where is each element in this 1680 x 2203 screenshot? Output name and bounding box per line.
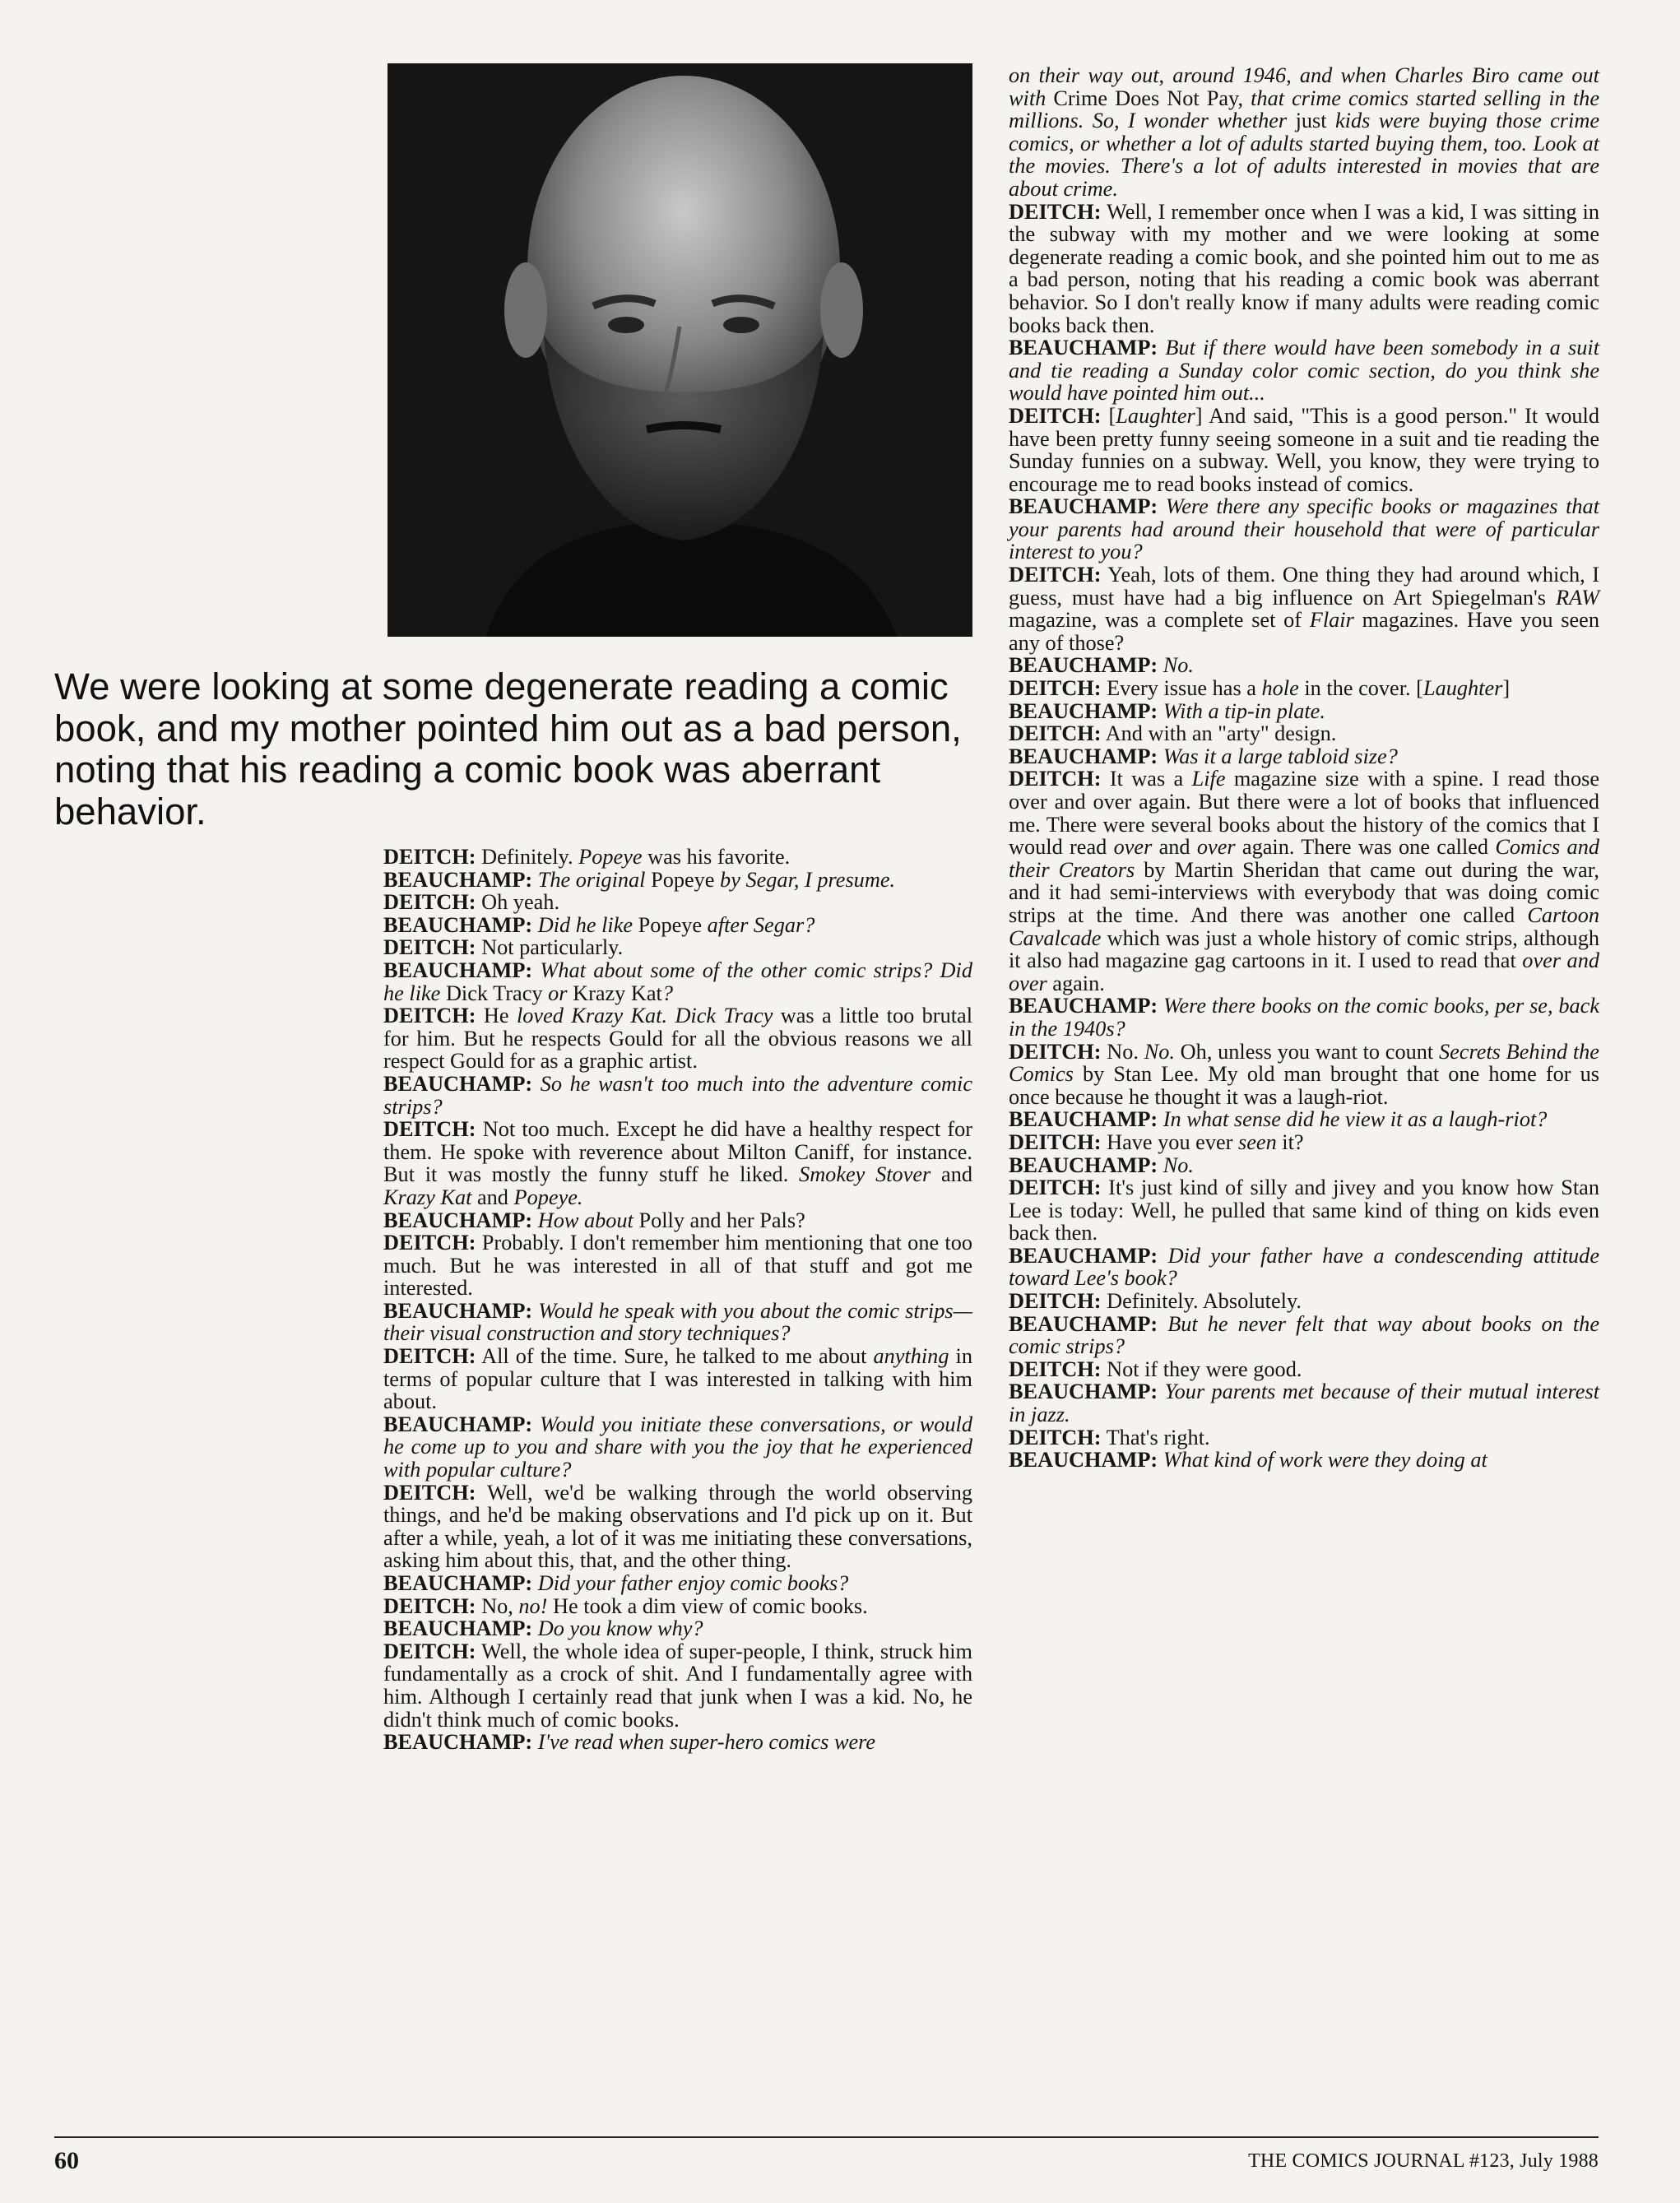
italic-text: over and over bbox=[1009, 948, 1599, 995]
interview-paragraph bbox=[383, 1073, 972, 1118]
italic-text: In what sense did he view it as a laugh-riot? bbox=[1158, 1107, 1548, 1132]
speaker-label: BEAUCHAMP: bbox=[1009, 1107, 1158, 1132]
italic-text: Were there any specific books or magazines that your parents had around their household that were of particular interest to you? bbox=[1009, 494, 1599, 564]
body-text: magazine, was a complete set of bbox=[1009, 608, 1310, 633]
italic-text: over bbox=[1196, 835, 1236, 860]
interview-paragraph bbox=[383, 1482, 972, 1572]
italic-text: I've read when super-hero comics were bbox=[532, 1730, 876, 1755]
italic-text: ? bbox=[661, 981, 674, 1005]
interview-paragraph bbox=[1009, 1041, 1599, 1109]
interview-paragraph bbox=[1009, 1154, 1599, 1177]
publication-credit: THE COMICS JOURNAL #123, July 1988 bbox=[1248, 2150, 1599, 2172]
speaker-label: BEAUCHAMP: bbox=[1009, 494, 1158, 519]
speaker-label: DEITCH: bbox=[1009, 403, 1102, 428]
interview-paragraph bbox=[383, 1345, 972, 1413]
interview-paragraph bbox=[383, 1413, 972, 1482]
speaker-label: DEITCH: bbox=[383, 1593, 476, 1618]
italic-text: kids were buying those crime comics, or whether a lot of adults started buying them, too. Look at the movies. There's a lot of adults interested in movies that are about crime. bbox=[1009, 109, 1600, 201]
interview-paragraph bbox=[383, 936, 972, 959]
italic-text: Would he speak with you about the comic strips—their visual construction and story techniques? bbox=[383, 1298, 972, 1346]
body-text: and bbox=[1152, 835, 1197, 860]
italic-text: No. bbox=[1158, 1153, 1194, 1177]
body-text: in the cover. [ bbox=[1298, 676, 1423, 701]
body-text: It's just kind of silly and jivey and you know how Stan Lee is today: Well, he pulled that same kind of thing on kids even back then. bbox=[1009, 1176, 1599, 1245]
speaker-label: DEITCH: bbox=[1009, 1176, 1102, 1200]
interview-paragraph bbox=[1009, 1449, 1599, 1472]
italic-text: that crime comics started selling in the millions. So, I wonder whether bbox=[1009, 86, 1599, 133]
italic-text: RAW bbox=[1555, 585, 1599, 610]
interview-paragraph bbox=[383, 914, 972, 937]
body-text: Oh yeah. bbox=[476, 890, 560, 915]
body-text: was his favorite. bbox=[642, 845, 791, 869]
body-text: again. There was one called bbox=[1235, 835, 1496, 860]
italic-text: Did your father have a condescending attitude toward Lee's book? bbox=[1009, 1243, 1599, 1291]
italic-text: Was it a large tabloid size? bbox=[1158, 744, 1398, 768]
speaker-label: BEAUCHAMP: bbox=[383, 1571, 533, 1595]
italic-text: Did your father enjoy comic books? bbox=[532, 1571, 849, 1595]
interview-paragraph bbox=[1009, 336, 1599, 405]
italic-text: How about bbox=[532, 1208, 639, 1232]
speaker-label: BEAUCHAMP: bbox=[1009, 744, 1158, 768]
body-text: in terms of popular culture that I was interested in talking with him about. bbox=[383, 1344, 972, 1414]
interview-paragraph bbox=[1009, 201, 1599, 337]
speaker-label: BEAUCHAMP: bbox=[383, 1616, 533, 1641]
italic-text: Your parents met because of their mutual interest in jazz. bbox=[1009, 1380, 1599, 1427]
italic-text: Were there books on the comic books, per se, back in the 1940s? bbox=[1009, 994, 1599, 1041]
body-text: Crime Does Not Pay, bbox=[1053, 86, 1244, 110]
interview-paragraph bbox=[1009, 1176, 1599, 1245]
interview-paragraph bbox=[1009, 1108, 1599, 1131]
italic-text: What kind of work were they doing at bbox=[1158, 1448, 1487, 1473]
body-text: which was just a whole history of comic strips, although it also had magazine gag cartoons in it. I used to read that bbox=[1009, 925, 1599, 973]
speaker-label: BEAUCHAMP: bbox=[1009, 336, 1158, 360]
speaker-label: BEAUCHAMP: bbox=[383, 1208, 533, 1232]
body-text: Not too much. Except he did have a healthy respect for them. He spoke with reverence about Milton Caniff, for instance. But it was mostly the funny stuff he liked. bbox=[383, 1117, 972, 1187]
interview-paragraph bbox=[383, 1118, 972, 1208]
italic-text: Popeye. bbox=[513, 1185, 583, 1209]
speaker-label: BEAUCHAMP: bbox=[383, 958, 533, 982]
speaker-label: BEAUCHAMP: bbox=[383, 1730, 533, 1755]
body-text: Yeah, lots of them. One thing they had around which, I guess, must have had a big influence on Art Spiegelman's bbox=[1009, 563, 1599, 610]
speaker-label: BEAUCHAMP: bbox=[383, 867, 533, 892]
italic-text: Krazy Kat bbox=[383, 1185, 472, 1209]
interview-paragraph bbox=[383, 869, 972, 892]
body-text: magazines. Have you seen any of those? bbox=[1009, 608, 1599, 655]
speaker-label: DEITCH: bbox=[1009, 563, 1102, 587]
italic-text: loved Krazy Kat. Dick Tracy bbox=[516, 1004, 773, 1028]
italic-text: no! bbox=[518, 1593, 548, 1618]
italic-text: after Segar? bbox=[702, 912, 815, 937]
body-text: And with an "arty" design. bbox=[1101, 721, 1337, 746]
interview-paragraph bbox=[383, 1617, 972, 1640]
interview-paragraph bbox=[383, 1640, 972, 1731]
interview-column-right bbox=[1009, 64, 1599, 1472]
italic-text: So he wasn't too much into the adventure comic strips? bbox=[383, 1071, 972, 1119]
italic-text: With a tip-in plate. bbox=[1158, 698, 1325, 723]
body-text: it? bbox=[1276, 1129, 1304, 1154]
body-text: magazine size with a spine. I read those over and over again. But there were a lot of books that influenced me. There were several books about the history of the comics that I would read bbox=[1009, 767, 1599, 860]
body-text: and bbox=[930, 1162, 973, 1187]
interview-paragraph bbox=[383, 1595, 972, 1618]
interview-paragraph bbox=[1009, 1358, 1599, 1381]
interview-paragraph bbox=[383, 891, 972, 914]
body-text: Oh, unless you want to count bbox=[1174, 1039, 1439, 1064]
footer-rule bbox=[54, 2136, 1599, 2138]
body-text: That's right. bbox=[1101, 1425, 1210, 1449]
italic-text: Secrets Behind the Comics bbox=[1009, 1039, 1599, 1087]
italic-text: Comics and their Creators bbox=[1009, 835, 1599, 882]
speaker-label: DEITCH: bbox=[383, 935, 476, 960]
interview-paragraph bbox=[383, 1731, 972, 1754]
body-text: Well, we'd be walking through the world observing things, and he'd be making observations and I'd pick up on it. But after a while, yeah, a lot of it was me initiating these conversations, asking him about this, that, and the other thing. bbox=[383, 1480, 972, 1573]
speaker-label: BEAUCHAMP: bbox=[1009, 1448, 1158, 1473]
interview-paragraph bbox=[1009, 495, 1599, 564]
interview-paragraph bbox=[1009, 1380, 1599, 1426]
interview-paragraph bbox=[1009, 1313, 1599, 1358]
body-text: All of the time. Sure, he talked to me about bbox=[476, 1344, 874, 1369]
interview-paragraph bbox=[383, 1004, 972, 1073]
speaker-label: BEAUCHAMP: bbox=[383, 1412, 533, 1436]
interview-paragraph bbox=[383, 1231, 972, 1300]
speaker-label: DEITCH: bbox=[383, 890, 476, 915]
italic-text: over bbox=[1113, 835, 1153, 860]
interview-paragraph bbox=[1009, 1245, 1599, 1290]
italic-text: Do you know why? bbox=[532, 1616, 703, 1641]
italic-text: No. bbox=[1158, 653, 1194, 678]
portrait-illustration bbox=[388, 63, 972, 637]
interview-paragraph bbox=[383, 846, 972, 869]
italic-text: Did he like bbox=[532, 912, 638, 937]
italic-text: Smokey Stover bbox=[799, 1162, 931, 1187]
interview-paragraph bbox=[1009, 745, 1599, 768]
interview-paragraph bbox=[1009, 1131, 1599, 1154]
page-number: 60 bbox=[54, 2147, 79, 2174]
speaker-label: BEAUCHAMP: bbox=[383, 912, 533, 937]
italic-text: No. bbox=[1144, 1039, 1175, 1064]
speaker-label: BEAUCHAMP: bbox=[1009, 1153, 1158, 1177]
interview-paragraph bbox=[1009, 1426, 1599, 1449]
body-text: Well, the whole idea of super-people, I think, struck him fundamentally as a crock of shit. And I fundamentally agree with him. Although I certainly read that junk when I was a kid. No, he didn't think much of comic books. bbox=[383, 1639, 972, 1732]
speaker-label: BEAUCHAMP: bbox=[1009, 994, 1158, 1018]
body-text: again. bbox=[1047, 971, 1105, 995]
body-text: just bbox=[1295, 109, 1327, 133]
body-text: No. bbox=[1101, 1039, 1144, 1064]
speaker-label: DEITCH: bbox=[1009, 1039, 1102, 1064]
speaker-label: DEITCH: bbox=[383, 1231, 476, 1255]
speaker-label: DEITCH: bbox=[383, 845, 476, 869]
italic-text: Popeye bbox=[578, 845, 643, 869]
interview-paragraph bbox=[1009, 405, 1599, 495]
body-text: Well, I remember once when I was a kid, I was sitting in the subway with my mother and we were looking at some degenerate reading a comic book, and she pointed him out to me as a bad person, noting that his reading a comic book was aberrant behavior. So I don't really know if many adults were reading comic books back then. bbox=[1009, 199, 1599, 337]
italic-text: on their way out, around 1946, and when Charles Biro came out with bbox=[1009, 63, 1599, 110]
body-text: Popeye bbox=[651, 867, 715, 892]
speaker-label: DEITCH: bbox=[383, 1344, 476, 1369]
italic-text: But if there would have been somebody in a suit and tie reading a Sunday color comic section, do you think she would have pointed him out... bbox=[1009, 336, 1599, 406]
italic-text: by Segar, I presume. bbox=[714, 867, 896, 892]
italic-text: Flair bbox=[1309, 608, 1354, 633]
speaker-label: DEITCH: bbox=[1009, 1357, 1102, 1381]
interview-paragraph bbox=[1009, 64, 1599, 201]
body-text: Definitely. Absolutely. bbox=[1101, 1289, 1302, 1314]
italic-text: anything bbox=[873, 1344, 949, 1369]
speaker-label: BEAUCHAMP: bbox=[1009, 1243, 1158, 1268]
italic-text: What about some of the other comic strips? Did he like bbox=[383, 958, 972, 1005]
speaker-label: BEAUCHAMP: bbox=[1009, 1311, 1158, 1336]
body-text: Krazy Kat bbox=[573, 981, 662, 1005]
interview-paragraph bbox=[1009, 564, 1599, 654]
portrait-photo bbox=[388, 63, 972, 637]
interview-paragraph bbox=[1009, 654, 1599, 677]
italic-text: or bbox=[542, 981, 573, 1005]
interview-paragraph bbox=[383, 959, 972, 1004]
body-text: by Martin Sheridan that came out during the war, and it had semi-interviews with everybody that was doing comic strips at the time. And there was another one called bbox=[1009, 857, 1599, 927]
speaker-label: BEAUCHAMP: bbox=[383, 1071, 533, 1096]
italic-text: But he never felt that way about books on the comic strips? bbox=[1009, 1311, 1599, 1359]
italic-text: seen bbox=[1238, 1129, 1277, 1154]
body-text: ] bbox=[1502, 676, 1511, 701]
body-text: ] And said, "This is a good person." It would have been pretty funny seeing someone in a suit and tie reading the Sunday funnies on a subway. Well, you know, they were trying to encourage me to read books instead of comics. bbox=[1009, 403, 1599, 496]
speaker-label: DEITCH: bbox=[1009, 721, 1102, 746]
italic-text: hole bbox=[1261, 676, 1299, 701]
interview-paragraph bbox=[1009, 995, 1599, 1040]
speaker-label: DEITCH: bbox=[1009, 1129, 1102, 1154]
interview-paragraph bbox=[383, 1209, 972, 1232]
interview-paragraph bbox=[383, 1300, 972, 1345]
interview-column-left bbox=[383, 846, 972, 1754]
body-text: It was a bbox=[1101, 767, 1192, 791]
speaker-label: BEAUCHAMP: bbox=[1009, 698, 1158, 723]
speaker-label: DEITCH: bbox=[383, 1639, 476, 1663]
body-text: Definitely. bbox=[476, 845, 579, 869]
body-text: No, bbox=[476, 1593, 519, 1618]
pull-quote: We were looking at some degenerate reading a comic book, and my mother pointed him out as a bad person, noting that his reading a comic book was aberrant behavior. bbox=[54, 666, 962, 833]
body-text: was a little too brutal for him. But he respects Gould for all the obvious reasons we all respect Gould for as a graphic artist. bbox=[383, 1004, 972, 1074]
body-text: Not if they were good. bbox=[1101, 1357, 1302, 1381]
speaker-label: BEAUCHAMP: bbox=[1009, 1380, 1158, 1404]
speaker-label: BEAUCHAMP: bbox=[383, 1298, 533, 1323]
body-text: Probably. I don't remember him mentioning that one too much. But he was interested in all of that stuff and got me interested. bbox=[383, 1231, 972, 1301]
body-text: Every issue has a bbox=[1101, 676, 1262, 701]
interview-paragraph bbox=[1009, 677, 1599, 700]
speaker-label: DEITCH: bbox=[383, 1480, 476, 1505]
italic-text: Cartoon Cavalcade bbox=[1009, 902, 1599, 950]
speaker-label: DEITCH: bbox=[1009, 1425, 1102, 1449]
speaker-label: DEITCH: bbox=[383, 1117, 476, 1142]
body-text: and bbox=[471, 1185, 514, 1209]
interview-paragraph bbox=[1009, 1290, 1599, 1313]
speaker-label: DEITCH: bbox=[1009, 676, 1102, 701]
body-text: Polly and her Pals? bbox=[638, 1208, 805, 1232]
interview-paragraph bbox=[383, 1572, 972, 1595]
interview-paragraph bbox=[1009, 700, 1599, 723]
body-text: Popeye bbox=[638, 912, 703, 937]
body-text: Have you ever bbox=[1101, 1129, 1238, 1154]
speaker-label: BEAUCHAMP: bbox=[1009, 653, 1158, 678]
italic-text: Life bbox=[1191, 767, 1226, 791]
italic-text: Would you initiate these conversations, or would he come up to you and share with you the joy that he experienced with popular culture? bbox=[383, 1412, 972, 1482]
body-text: by Stan Lee. My old man brought that one home for us once because he thought it was a laugh-riot. bbox=[1009, 1062, 1599, 1109]
body-text: Not particularly. bbox=[476, 935, 624, 960]
interview-paragraph bbox=[1009, 768, 1599, 995]
speaker-label: DEITCH: bbox=[383, 1004, 476, 1028]
interview-paragraph bbox=[1009, 722, 1599, 745]
italic-text: Laughter bbox=[1116, 403, 1195, 428]
body-text: Dick Tracy bbox=[445, 981, 543, 1005]
body-text: [ bbox=[1101, 403, 1116, 428]
body-text: He took a dim view of comic books. bbox=[547, 1593, 868, 1618]
speaker-label: DEITCH: bbox=[1009, 199, 1102, 224]
speaker-label: DEITCH: bbox=[1009, 1289, 1102, 1314]
speaker-label: DEITCH: bbox=[1009, 767, 1102, 791]
italic-text: Laughter bbox=[1422, 676, 1503, 701]
body-text: He bbox=[476, 1004, 517, 1028]
italic-text: The original bbox=[532, 867, 652, 892]
